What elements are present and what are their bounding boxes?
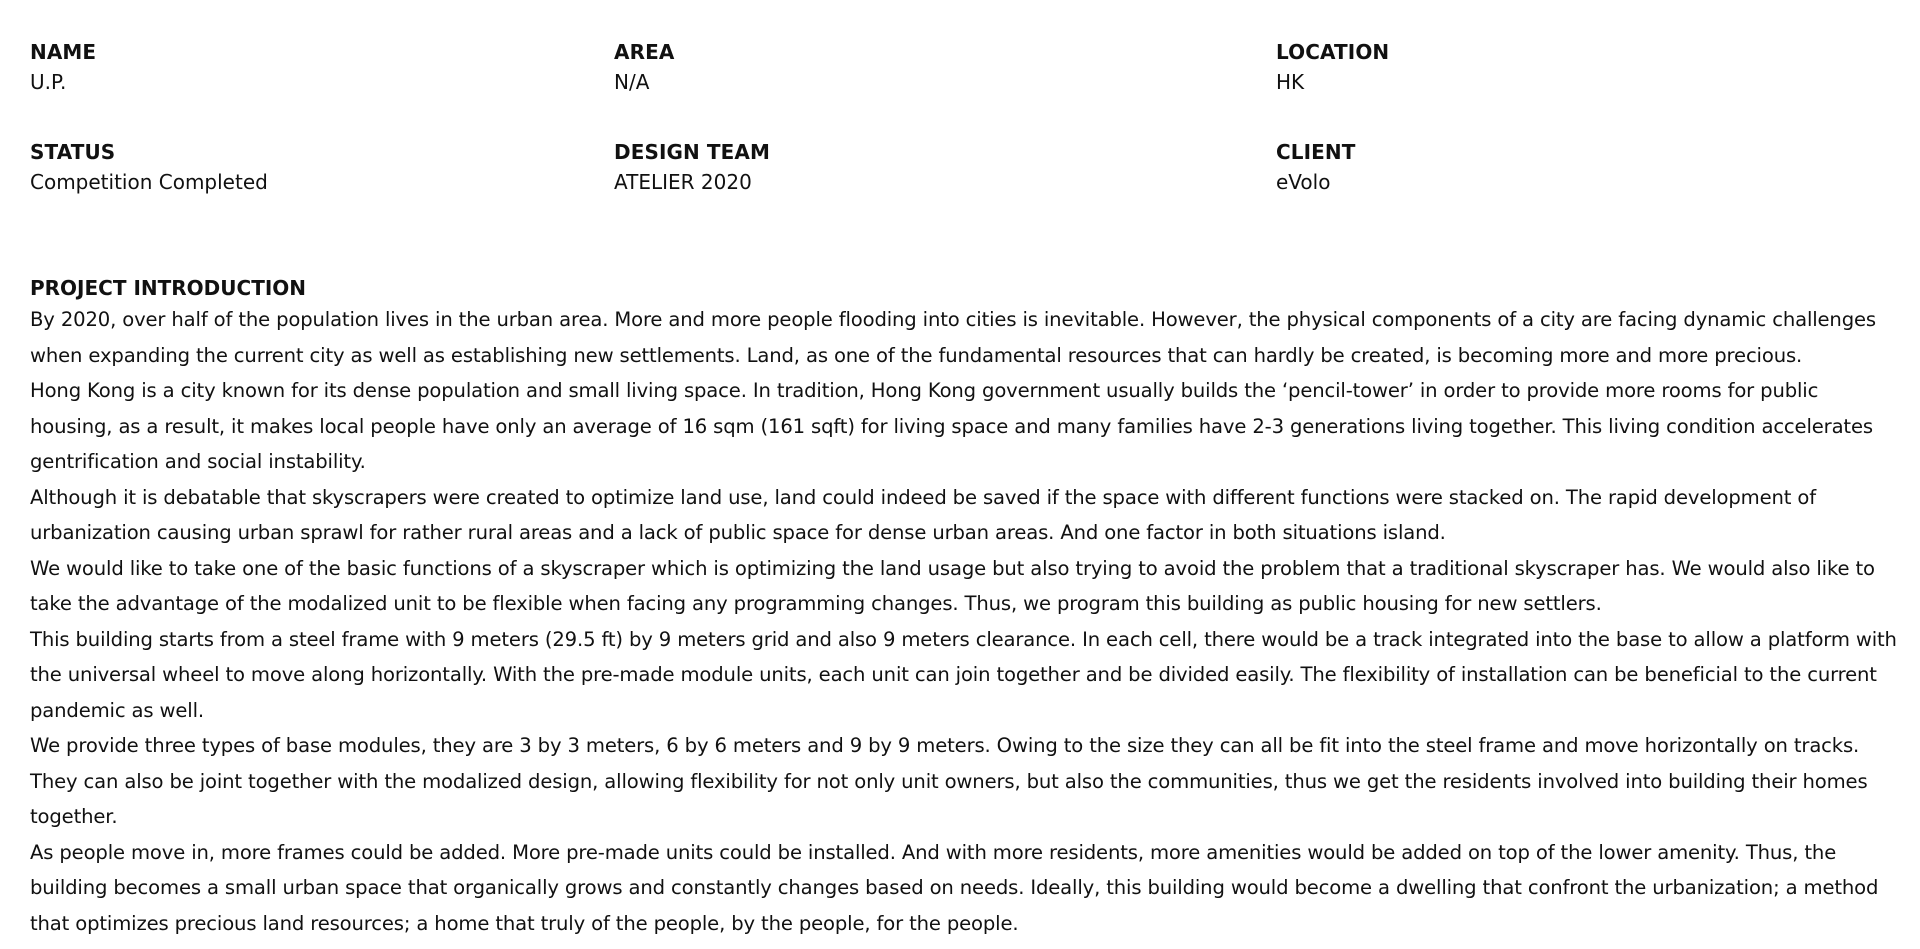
intro-paragraph: Although it is debatable that skyscrapers were created to optimize land use, land could indeed be saved if the space with different functions were stacked on. The rapid development of urbanization causing urban sprawl for rather rural areas and a lack of public space for dense urban areas. And one factor in both situations island. bbox=[30, 485, 1816, 544]
meta-area-value: N/A bbox=[614, 70, 650, 94]
meta-status-label: STATUS bbox=[30, 140, 116, 164]
meta-name-value: U.P. bbox=[30, 70, 67, 94]
project-meta-grid bbox=[30, 38, 1890, 196]
meta-area-label: AREA bbox=[614, 40, 675, 64]
intro-paragraph: By 2020, over half of the population lives in the urban area. More and more people flooding into cities is inevitable. However, the physical components of a city are facing dynamic challenges when expanding the current city as well as establishing new settlements. Land, as one of the fundamental resources that can hardly be created, is becoming more and more precious. bbox=[30, 308, 1876, 367]
meta-client-label: CLIENT bbox=[1276, 140, 1356, 164]
meta-client bbox=[1276, 138, 1890, 196]
intro-paragraph: We provide three types of base modules, they are 3 by 3 meters, 6 by 6 meters and 9 by 9 meters. Owing to the size they can all be fit into the steel frame and move horizontally on tracks. They can also be joint together with the modalized design, allowing flexibility for not only unit owners, but also the communities, thus we get the residents involved into building their homes together. bbox=[30, 734, 1868, 828]
intro-paragraph: We would like to take one of the basic functions of a skyscraper which is optimizing the land usage but also trying to avoid the problem that a traditional skyscraper has. We would also like to take the advantage of the modalized unit to be flexible when facing any programming changes. Thus, we program this building as public housing for new settlers. bbox=[30, 556, 1875, 615]
meta-design-team-label: DESIGN TEAM bbox=[614, 140, 771, 164]
meta-design-team-value: ATELIER 2020 bbox=[614, 170, 752, 194]
project-introduction-body bbox=[30, 302, 1900, 941]
meta-location bbox=[1276, 38, 1890, 96]
intro-paragraph: Hong Kong is a city known for its dense population and small living space. In tradition, Hong Kong government usually builds the ‘pencil-tower’ in order to provide more rooms for public housing, as a result, it makes local people have only an average of 16 sqm (161 sqft) for living space and many families have 2-3 generations living together. This living condition accelerates gentrification and social instability. bbox=[30, 379, 1873, 473]
meta-status-value: Competition Completed bbox=[30, 170, 268, 194]
meta-area bbox=[614, 38, 1276, 96]
meta-name bbox=[30, 38, 614, 96]
meta-location-value: HK bbox=[1276, 70, 1305, 94]
meta-name-label: NAME bbox=[30, 40, 97, 64]
intro-paragraph: As people move in, more frames could be added. More pre-made units could be installed. And with more residents, more amenities would be added on top of the lower amenity. Thus, the building becomes a small urban space that organically grows and constantly changes based on needs. Ideally, this building would become a dwelling that confront the urbanization; a method that optimizes precious land resources; a home that truly of the people, by the people, for the people. bbox=[30, 840, 1879, 935]
project-introduction-heading: PROJECT INTRODUCTION bbox=[30, 276, 307, 300]
intro-paragraph: This building starts from a steel frame with 9 meters (29.5 ft) by 9 meters grid and also 9 meters clearance. In each cell, there would be a track integrated into the base to allow a platform with the universal wheel to move along horizontally. With the pre-made module units, each unit can join together and be divided easily. The flexibility of installation can be beneficial to the current pandemic as well. bbox=[30, 627, 1897, 722]
meta-location-label: LOCATION bbox=[1276, 40, 1390, 64]
meta-client-value: eVolo bbox=[1276, 170, 1331, 194]
meta-design-team bbox=[614, 138, 1276, 196]
meta-status bbox=[30, 138, 614, 196]
project-introduction bbox=[30, 274, 1900, 941]
